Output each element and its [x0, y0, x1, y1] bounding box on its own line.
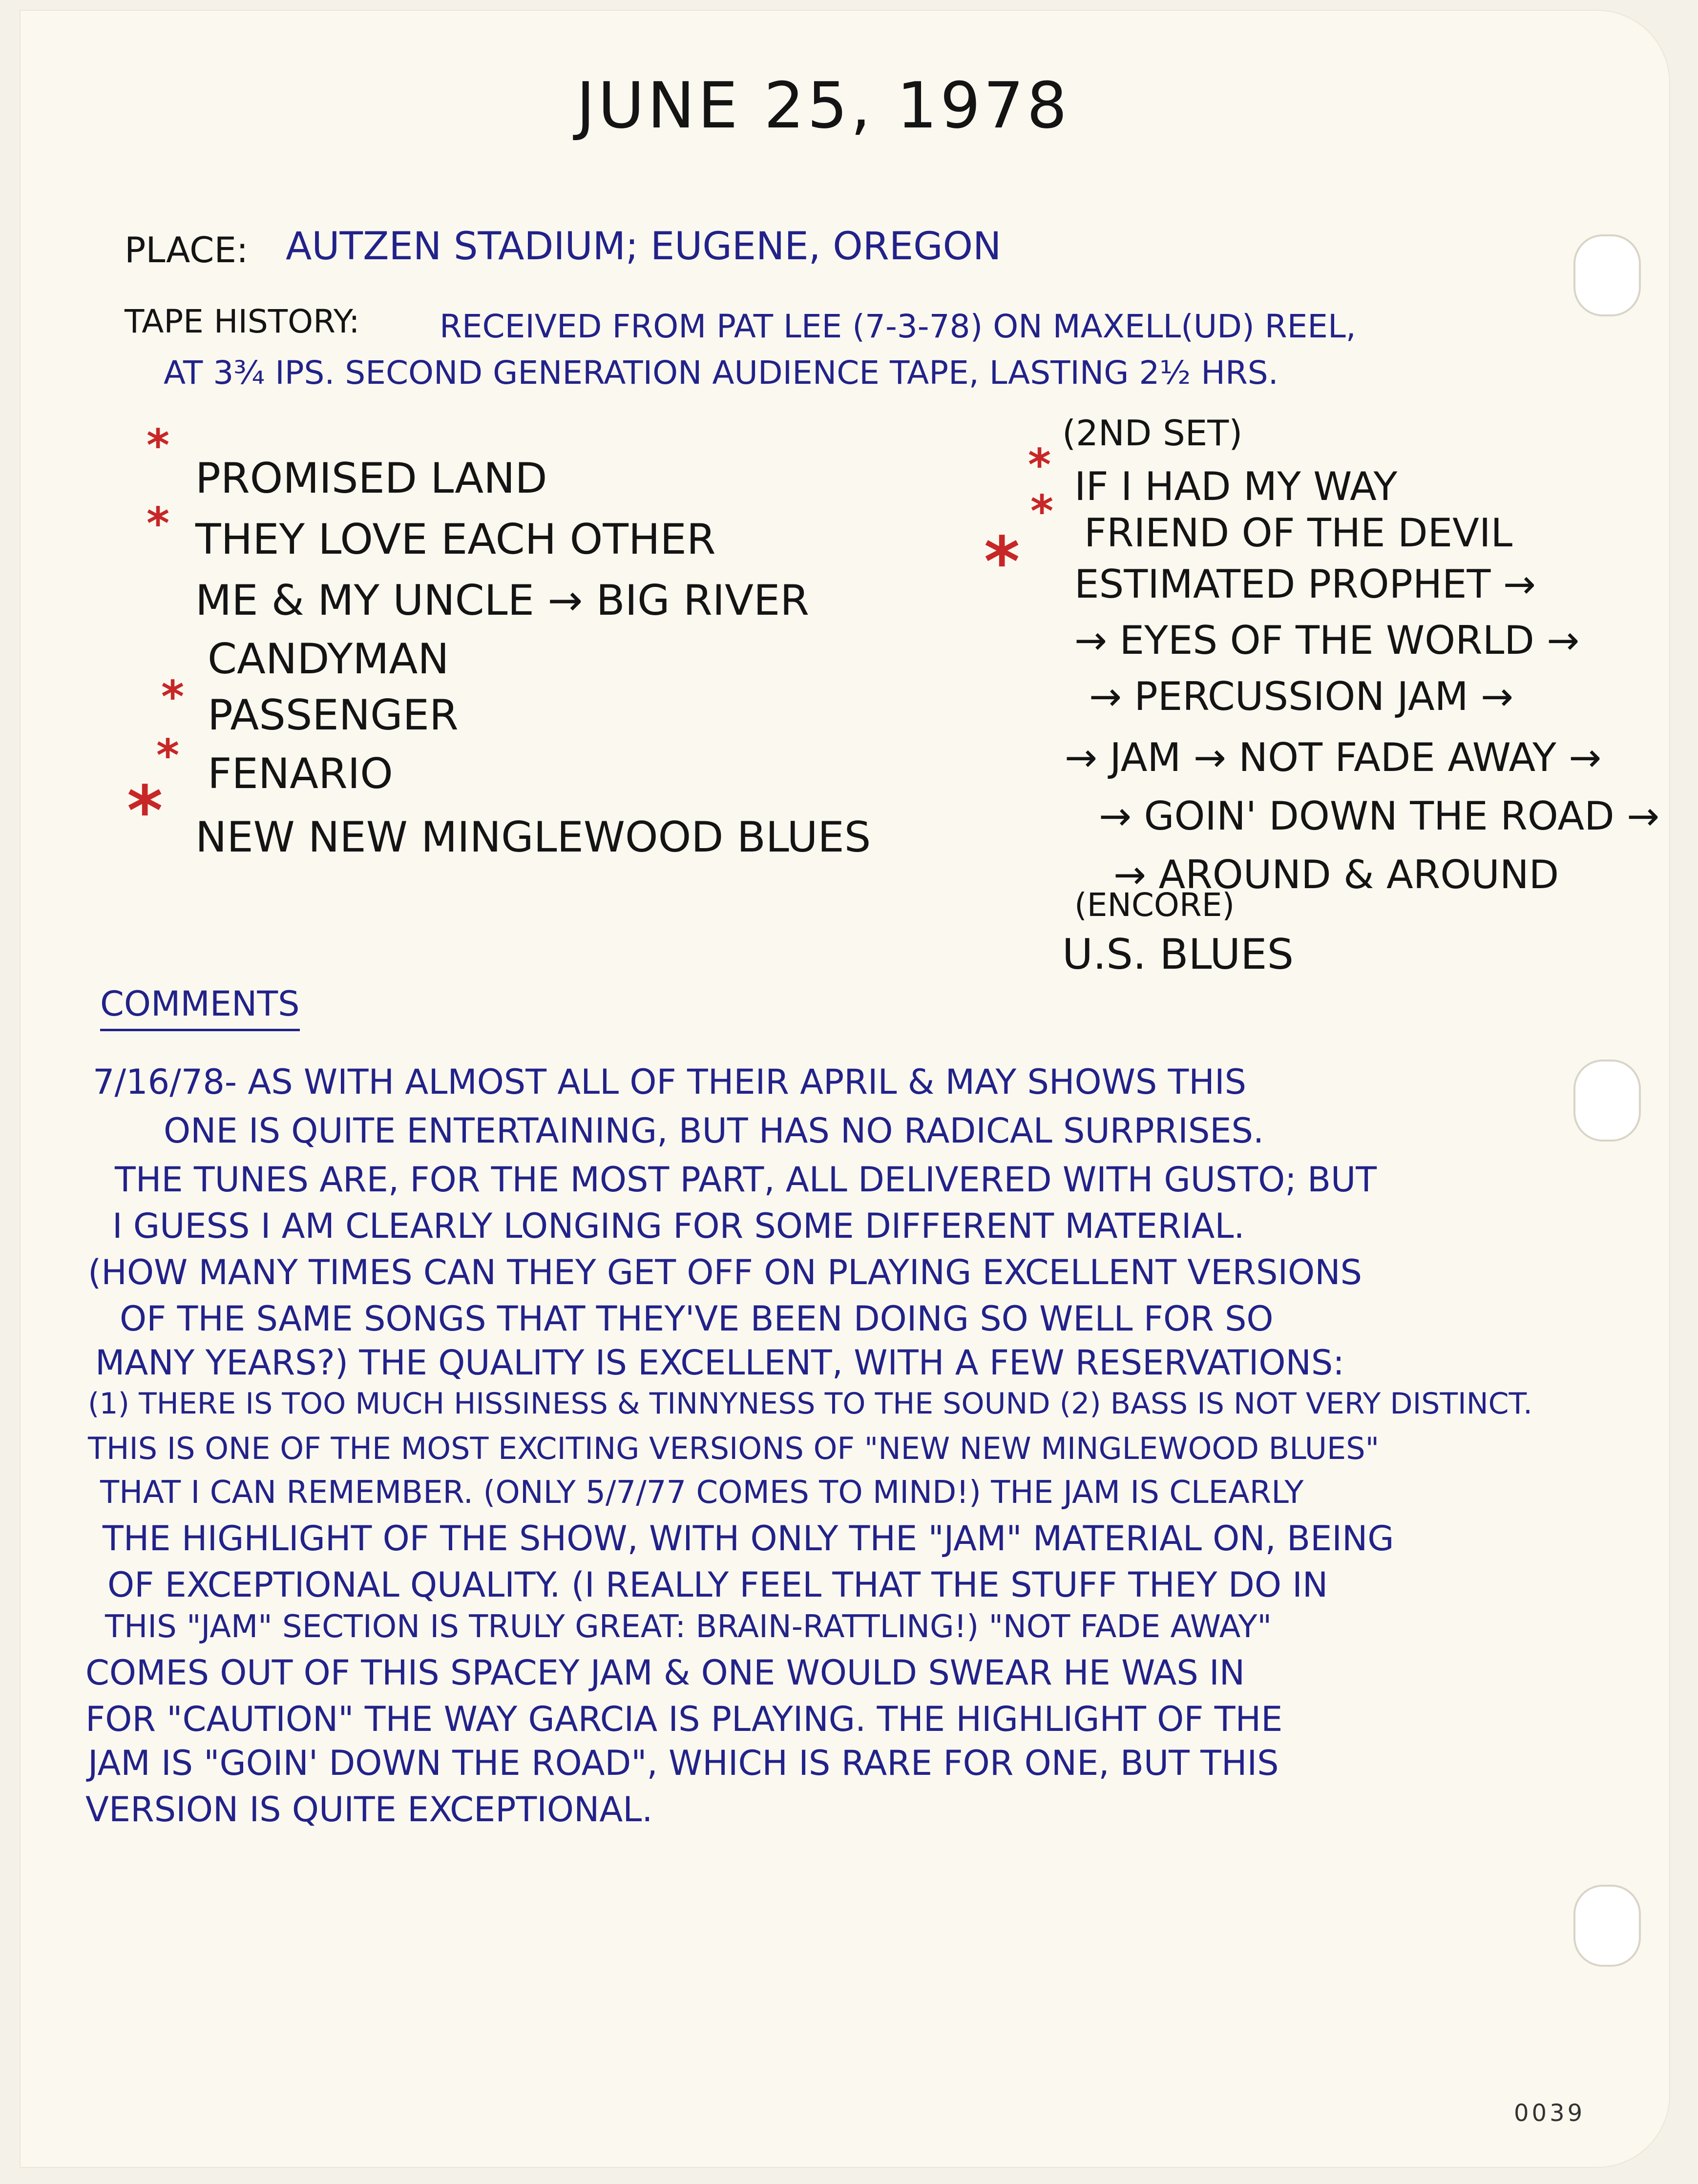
comments-heading: COMMENTS	[100, 984, 300, 1031]
star-mark: *	[156, 730, 180, 781]
comment-line: (HOW MANY TIMES CAN THEY GET OFF ON PLAYING EXCELLENT VERSIONS	[88, 1252, 1363, 1292]
setlist-song: → JAM → NOT FADE AWAY →	[1065, 735, 1602, 780]
comment-line: THIS "JAM" SECTION IS TRULY GREAT: BRAIN-RATTLING!) "NOT FADE AWAY"	[105, 1609, 1272, 1645]
comment-line: THE HIGHLIGHT OF THE SHOW, WITH ONLY THE "JAM" MATERIAL ON, BEING	[103, 1518, 1394, 1559]
setlist-song: → GOIN' DOWN THE ROAD →	[1099, 793, 1660, 839]
comment-line: MANY YEARS?) THE QUALITY IS EXCELLENT, WITH A FEW RESERVATIONS:	[95, 1343, 1344, 1383]
setlist-song: FENARIO	[208, 749, 393, 798]
comment-line: THIS IS ONE OF THE MOST EXCITING VERSIONS OF "NEW NEW MINGLEWOOD BLUES"	[88, 1431, 1380, 1466]
star-mark: *	[984, 522, 1020, 602]
comment-line: 7/16/78- AS WITH ALMOST ALL OF THEIR APRIL & MAY SHOWS THIS	[93, 1062, 1247, 1102]
star-mark: *	[127, 771, 163, 851]
setlist-song: NEW NEW MINGLEWOOD BLUES	[195, 813, 871, 862]
comment-line: OF THE SAME SONGS THAT THEY'VE BEEN DOING SO WELL FOR SO	[120, 1299, 1274, 1339]
binder-hole-top	[1573, 234, 1641, 316]
star-mark: *	[147, 420, 170, 471]
comment-line: (1) THERE IS TOO MUCH HISSINESS & TINNYNESS TO THE SOUND (2) BASS IS NOT VERY DISTINCT.	[88, 1387, 1533, 1421]
star-mark: *	[161, 671, 185, 723]
comment-line: ONE IS QUITE ENTERTAINING, BUT HAS NO RADICAL SURPRISES.	[164, 1111, 1264, 1151]
page-number: 0039	[1514, 2100, 1586, 2127]
setlist-song: CANDYMAN	[208, 635, 449, 684]
setlist-song: FRIEND OF THE DEVIL	[1084, 510, 1513, 556]
tape-history-line-1: RECEIVED FROM PAT LEE (7-3-78) ON MAXELL(UD) REEL,	[440, 308, 1356, 345]
star-mark: *	[1030, 486, 1054, 537]
setlist-song: PASSENGER	[208, 691, 459, 740]
comment-line: THAT I CAN REMEMBER. (ONLY 5/7/77 COMES TO MIND!) THE JAM IS CLEARLY	[100, 1475, 1304, 1511]
binder-hole-bottom	[1573, 1885, 1641, 1967]
setlist-song: THEY LOVE EACH OTHER	[195, 515, 716, 564]
setlist-song: → AROUND & AROUND	[1113, 852, 1559, 897]
comment-line: I GUESS I AM CLEARLY LONGING FOR SOME DIFFERENT MATERIAL.	[112, 1206, 1245, 1246]
encore-label: (ENCORE)	[1074, 886, 1235, 924]
binder-hole-middle	[1573, 1060, 1641, 1142]
tape-history-label: TAPE HISTORY:	[125, 303, 360, 340]
comment-line: FOR "CAUTION" THE WAY GARCIA IS PLAYING. THE HIGHLIGHT OF THE	[85, 1699, 1283, 1739]
set2-header: (2ND SET)	[1062, 413, 1243, 454]
place-value: AUTZEN STADIUM; EUGENE, OREGON	[286, 225, 1002, 269]
setlist-song: ESTIMATED PROPHET →	[1074, 562, 1536, 607]
star-mark: *	[147, 498, 170, 549]
encore-song: U.S. BLUES	[1062, 930, 1294, 979]
setlist-song: PROMISED LAND	[195, 454, 547, 503]
comment-line: VERSION IS QUITE EXCEPTIONAL.	[85, 1789, 653, 1830]
comment-line: OF EXCEPTIONAL QUALITY. (I REALLY FEEL THAT THE STUFF THEY DO IN	[107, 1565, 1328, 1605]
star-mark: *	[1028, 439, 1051, 491]
setlist-song: ME & MY UNCLE → BIG RIVER	[195, 576, 810, 625]
setlist-song: → EYES OF THE WORLD →	[1074, 618, 1580, 663]
tape-history-line-2: AT 3¾ IPS. SECOND GENERATION AUDIENCE TAPE, LASTING 2½ HRS.	[164, 354, 1279, 392]
comment-line: JAM IS "GOIN' DOWN THE ROAD", WHICH IS RARE FOR ONE, BUT THIS	[88, 1743, 1279, 1783]
page-title: JUNE 25, 1978	[576, 68, 1070, 143]
comment-line: THE TUNES ARE, FOR THE MOST PART, ALL DELIVERED WITH GUSTO; BUT	[115, 1160, 1377, 1200]
place-label: PLACE:	[125, 229, 249, 270]
setlist-song: IF I HAD MY WAY	[1074, 464, 1398, 509]
comment-line: COMES OUT OF THIS SPACEY JAM & ONE WOULD SWEAR HE WAS IN	[85, 1653, 1245, 1693]
setlist-song: → PERCUSSION JAM →	[1089, 674, 1514, 719]
